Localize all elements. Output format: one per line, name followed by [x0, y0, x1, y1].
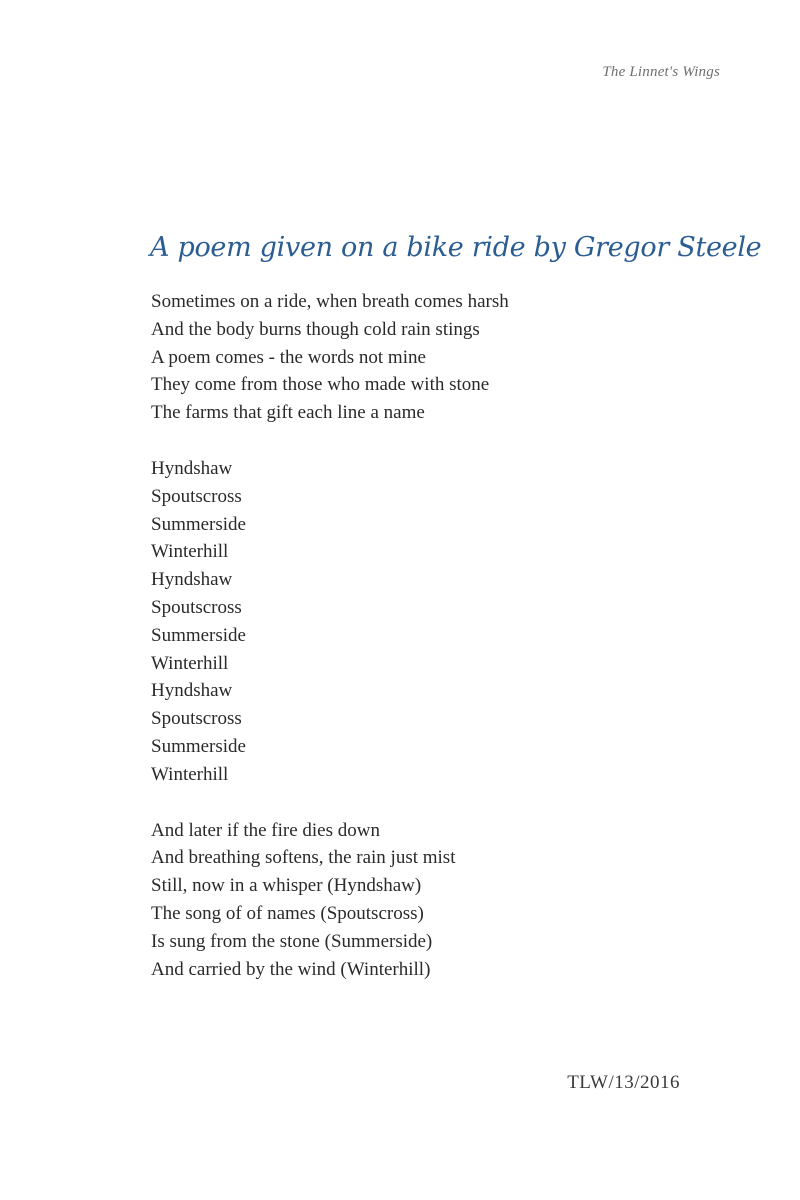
running-header: The Linnet's Wings	[602, 64, 720, 80]
stanza	[151, 817, 509, 984]
poem-line: Is sung from the stone (Summerside)	[151, 930, 433, 952]
poem-line: Summerside	[151, 624, 246, 646]
poem-line: Hyndshaw	[151, 680, 233, 702]
poem-title: A poem given on a bike ride by Gregor Steele	[150, 232, 762, 263]
poem-line: Winterhill	[151, 652, 229, 674]
poem-line: Spoutscross	[151, 708, 242, 730]
poem-line: They come from those who made with stone	[151, 374, 490, 396]
poem-body	[151, 288, 509, 983]
poem-line: The song of of names (Spoutscross)	[151, 902, 424, 924]
poem-line: Hyndshaw	[151, 569, 233, 591]
poem-line: Still, now in a whisper (Hyndshaw)	[151, 875, 422, 897]
poem-line: Summerside	[151, 735, 246, 757]
poem-line: And later if the fire dies down	[151, 819, 380, 841]
poem-line: Hyndshaw	[151, 457, 233, 479]
poem-line: And the body burns though cold rain stings	[151, 318, 480, 340]
stanza	[151, 455, 509, 789]
poem-line: Sometimes on a ride, when breath comes harsh	[151, 291, 509, 312]
document-reference: TLW/13/2016	[567, 1072, 680, 1093]
poem-line: Winterhill	[151, 541, 229, 563]
poem-line: Spoutscross	[151, 485, 242, 507]
poem-line: Summerside	[151, 513, 246, 535]
poem-line: And carried by the wind (Winterhill)	[151, 958, 431, 980]
poem-line: The farms that gift each line a name	[151, 402, 425, 424]
poem-line: And breathing softens, the rain just mist	[151, 847, 456, 869]
poem-line: A poem comes - the words not mine	[151, 346, 426, 368]
poem-line: Spoutscross	[151, 596, 242, 618]
stanza	[151, 288, 509, 427]
poem-line: Winterhill	[151, 763, 229, 785]
